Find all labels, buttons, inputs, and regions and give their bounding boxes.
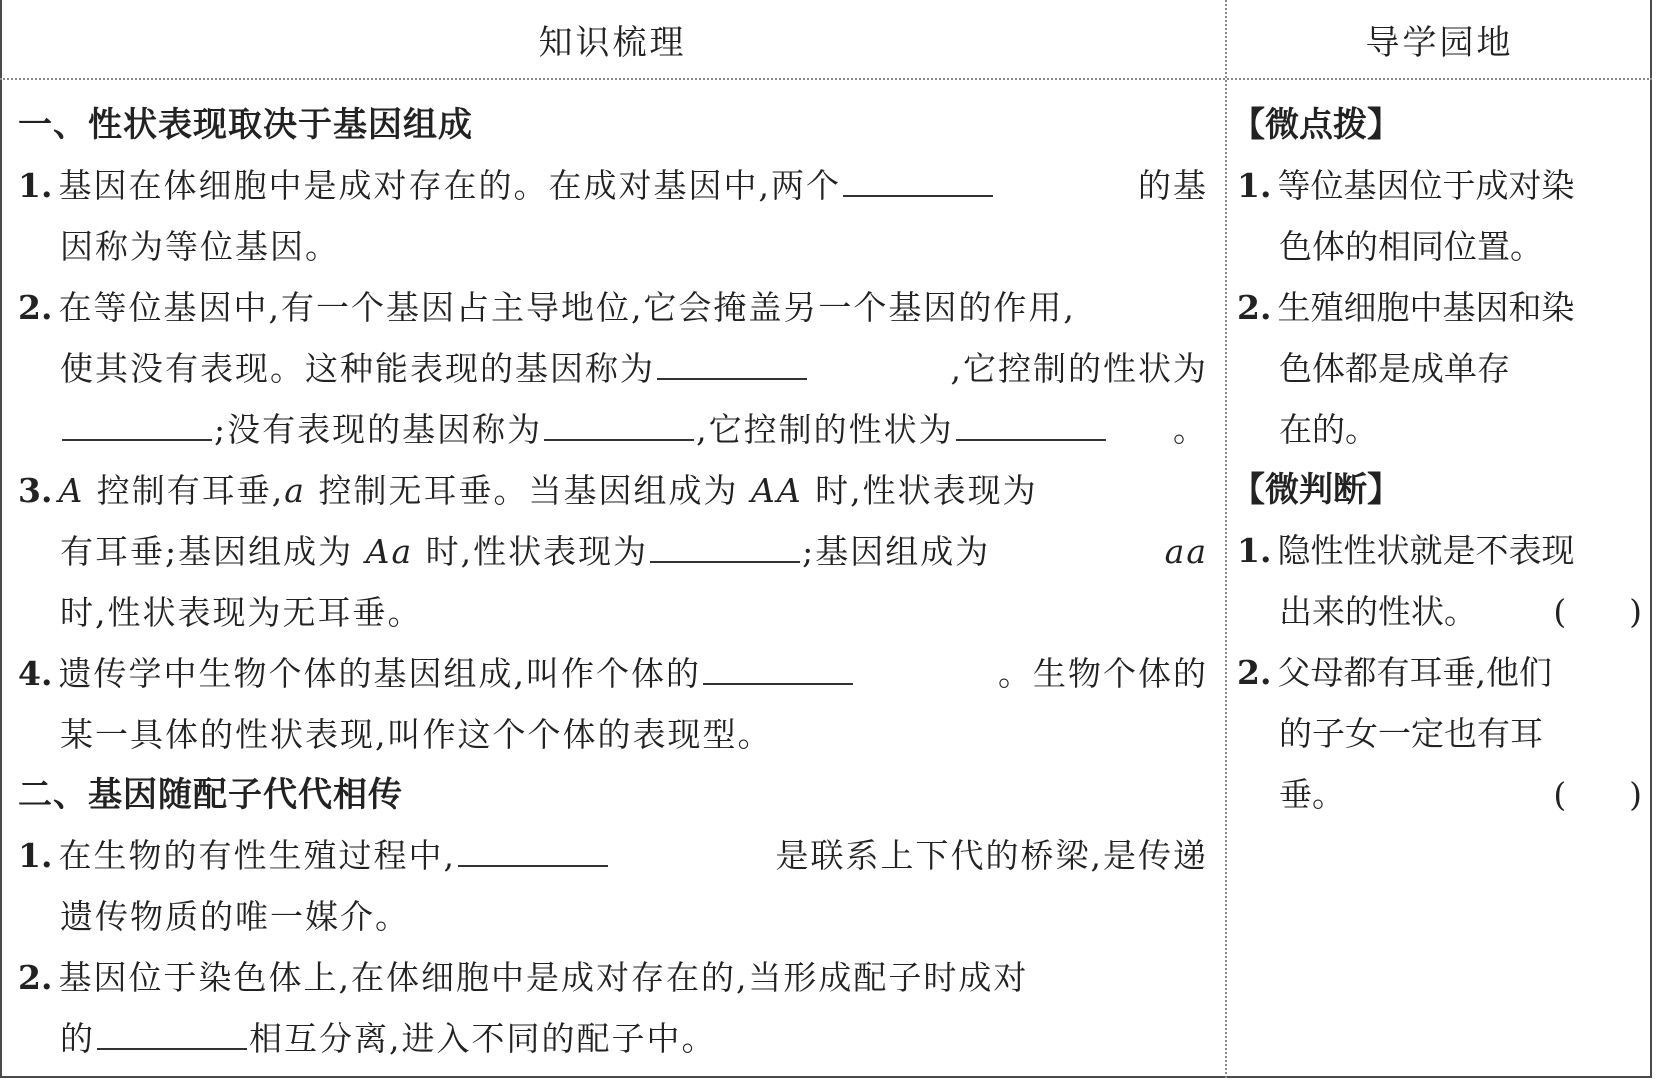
item-text: 的 — [60, 1019, 95, 1058]
judge-title: 【微判断】 — [1231, 470, 1401, 510]
tip-text: 等位基因位于成对染 — [1277, 166, 1575, 205]
tip-text: 生殖细胞中基因和染 — [1277, 288, 1575, 327]
tip-text: 在的。 — [1279, 410, 1378, 449]
item-number: 4. — [18, 654, 53, 693]
item-number: 1. — [1237, 166, 1272, 205]
answer-blank[interactable] — [62, 438, 212, 441]
tips-title: 【微点拨】 — [1231, 105, 1401, 145]
column-divider — [1225, 0, 1227, 1078]
judge-line — [1237, 581, 1642, 642]
gene-symbol: Aa — [365, 532, 414, 571]
knowledge-column — [18, 95, 1208, 1069]
item-text: 。生物个体的 — [998, 654, 1208, 693]
answer-blank[interactable] — [458, 864, 608, 867]
answer-parens[interactable]: ( ) — [1553, 775, 1642, 814]
list-item — [18, 825, 1208, 886]
item-number: 3. — [18, 471, 53, 510]
item-text: 遗传物质的唯一媒介。 — [60, 897, 410, 936]
item-number: 2. — [1237, 288, 1272, 327]
list-item — [18, 947, 1208, 1008]
section-title: 二、基因随配子代代相传 — [18, 775, 403, 815]
item-text: 时,性状表现为无耳垂。 — [60, 593, 423, 632]
item-text: 。 — [1173, 410, 1208, 449]
judge-text: 隐性性状就是不表现 — [1277, 531, 1575, 570]
item-text: 在生物的有性生殖过程中, — [58, 836, 456, 875]
item-text: 遗传学中生物个体的基因组成,叫作个体的 — [58, 654, 701, 693]
judge-item — [1237, 642, 1642, 703]
list-item — [18, 643, 1208, 704]
judge-text: 父母都有耳垂,他们 — [1277, 653, 1552, 692]
item-text: 基因位于染色体上,在体细胞中是成对存在的,当形成配子时成对 — [58, 958, 1029, 997]
item-number: 2. — [18, 288, 53, 327]
tip-text: 色体的相同位置。 — [1279, 227, 1543, 266]
judge-text: 出来的性状。 — [1279, 592, 1477, 631]
item-text: 因称为等位基因。 — [60, 227, 340, 266]
judge-item — [1237, 520, 1642, 581]
answer-blank[interactable] — [650, 560, 800, 563]
item-text: 相互分离,进入不同的配子中。 — [249, 1019, 717, 1058]
item-number: 1. — [18, 166, 53, 205]
item-number: 1. — [1237, 531, 1272, 570]
judge-text: 的子女一定也有耳 — [1279, 714, 1543, 753]
guide-header: 导学园地 — [1365, 22, 1514, 63]
answer-parens[interactable]: ( ) — [1553, 592, 1642, 631]
tip-text: 色体都是成单存 — [1279, 349, 1510, 388]
item-text: ,它控制的性状为 — [950, 349, 1208, 388]
gene-symbol: AA — [750, 471, 803, 510]
item-text: 某一具体的性状表现,叫作这个个体的表现型。 — [60, 715, 773, 754]
item-text: 使其没有表现。这种能表现的基因称为 — [60, 349, 655, 388]
list-item — [18, 155, 1208, 216]
tip-item — [1237, 155, 1642, 216]
item-number: 2. — [1237, 653, 1272, 692]
item-text: ;没有表现的基因称为 — [214, 410, 543, 449]
item-line — [18, 399, 1208, 460]
answer-blank[interactable] — [657, 377, 807, 380]
answer-blank[interactable] — [703, 682, 853, 685]
item-text: 的基 — [1138, 166, 1208, 205]
list-item — [18, 277, 1208, 338]
answer-blank[interactable] — [843, 194, 993, 197]
item-number: 1. — [18, 836, 53, 875]
item-line — [18, 1008, 1208, 1069]
item-text: ;基因组成为 — [802, 532, 991, 571]
item-text: 控制无耳垂。当基因组成为 — [318, 471, 739, 510]
judge-line — [1237, 764, 1642, 825]
answer-blank[interactable] — [544, 438, 694, 441]
knowledge-header: 知识梳理 — [538, 22, 687, 63]
item-text: 基因在体细胞中是成对存在的。在成对基因中,两个 — [58, 166, 841, 205]
section-title: 一、性状表现取决于基因组成 — [18, 105, 473, 145]
item-text: 时,性状表现为 — [425, 532, 649, 571]
item-text: ,它控制的性状为 — [696, 410, 954, 449]
answer-blank[interactable] — [97, 1047, 247, 1050]
item-line — [18, 338, 1208, 399]
answer-blank[interactable] — [956, 438, 1106, 441]
item-line — [18, 521, 1208, 582]
gene-symbol: a — [284, 471, 306, 510]
item-text: 有耳垂;基因组成为 — [60, 532, 354, 571]
gene-symbol: aa — [1164, 532, 1208, 571]
gene-symbol: A — [58, 471, 85, 510]
guide-column — [1231, 95, 1642, 825]
item-text: 时,性状表现为 — [815, 471, 1038, 510]
tip-item — [1237, 277, 1642, 338]
list-item — [18, 460, 1208, 521]
item-text: 在等位基因中,有一个基因占主导地位,它会掩盖另一个基因的作用, — [58, 288, 1076, 327]
header-divider — [0, 78, 1652, 80]
item-number: 2. — [18, 958, 53, 997]
item-text: 控制有耳垂, — [96, 471, 285, 510]
judge-text: 垂。 — [1279, 775, 1345, 814]
item-text: 是联系上下代的桥梁,是传递 — [775, 836, 1208, 875]
